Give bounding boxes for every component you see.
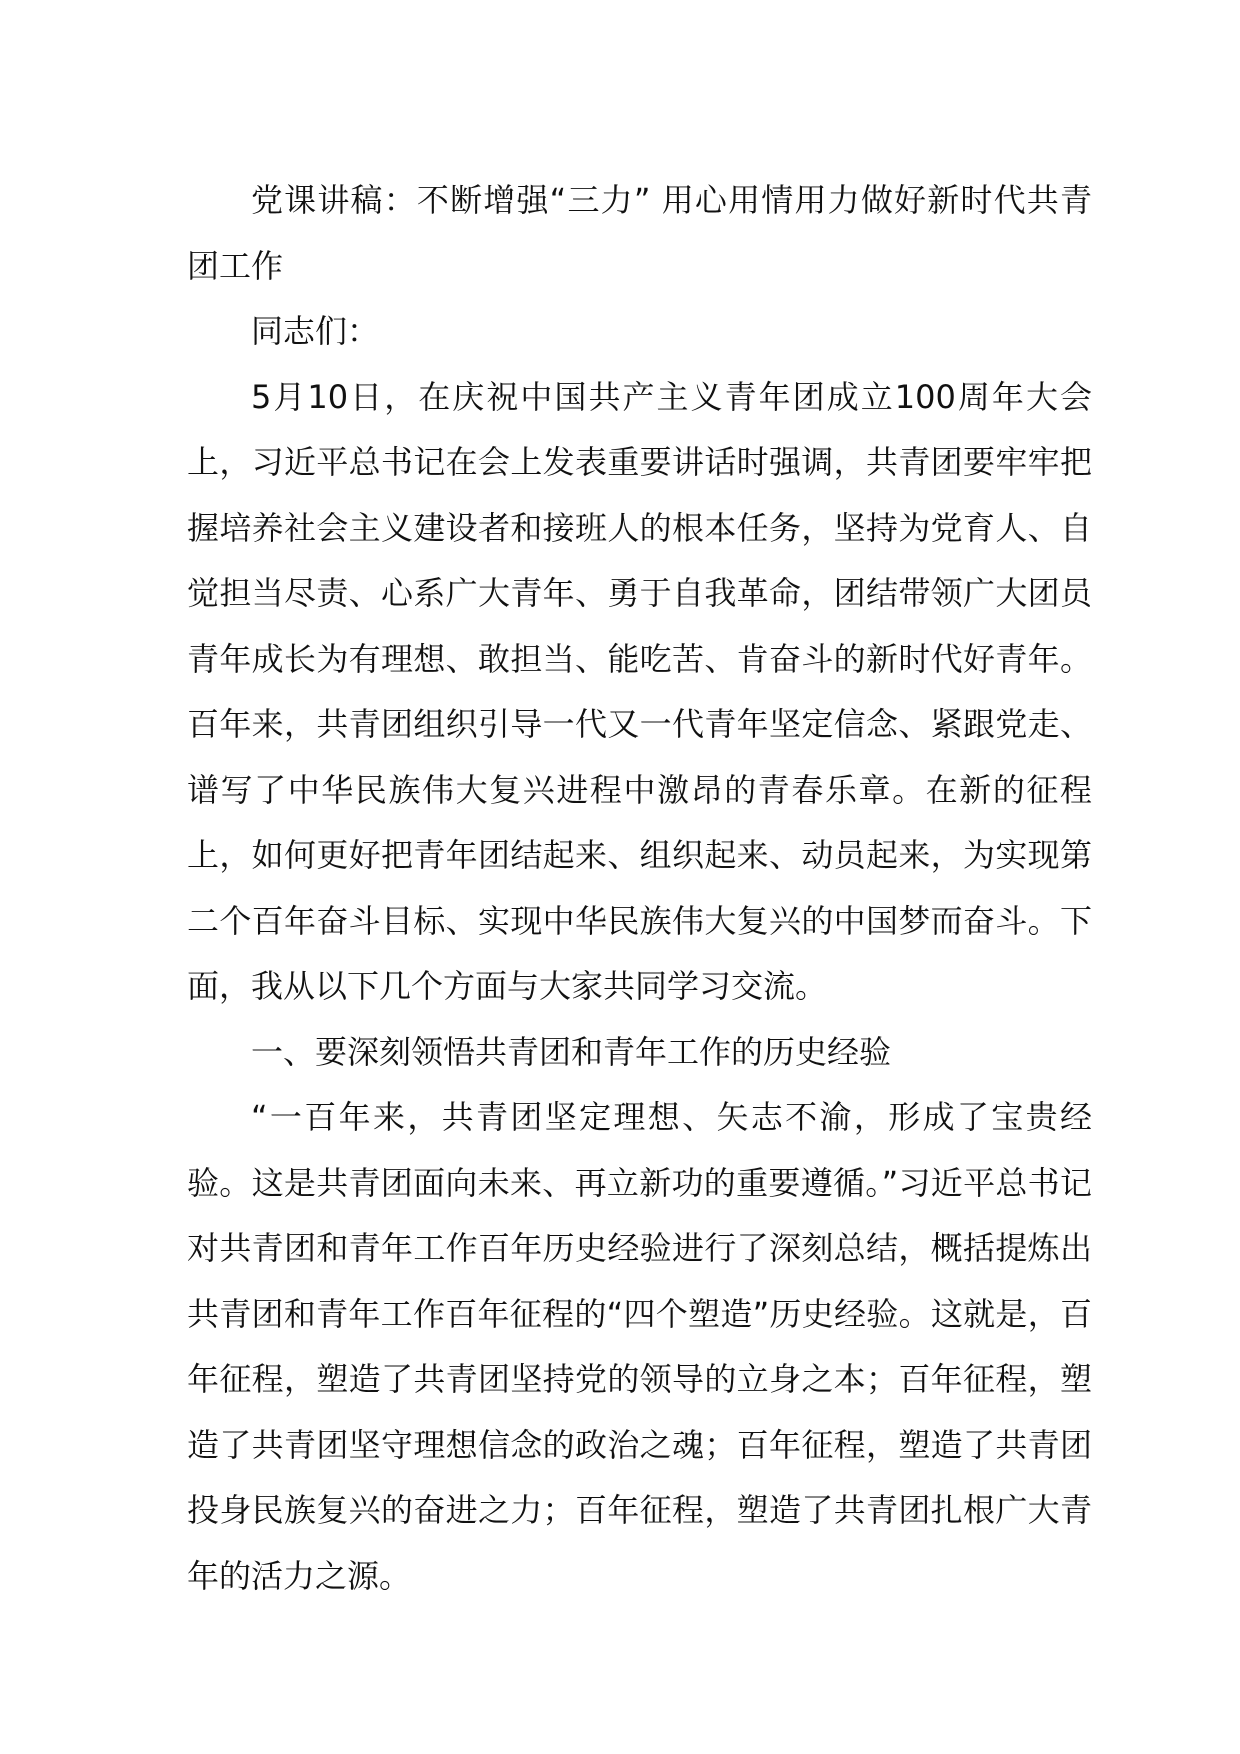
document-title: 党课讲稿：不断增强“三力” 用心用情用力做好新时代共青团工作 xyxy=(187,181,1092,285)
section-paragraph: “一百年来，共青团坚定理想、矢志不渝，形成了宝贵经验。这是共青团面向未来、再立新功的重要遵循。”习近平总书记对共青团和青年工作百年历史经验进行了深刻总结，概括提炼出共青团和青年工作百年征程的“四个塑造”历史经验。这就是，百年征程，塑造了共青团坚持党的领导的立身之本；百年征程，塑造了共青团坚守理想信念的政治之魂；百年征程，塑造了共青团投身民族复兴的奋进之力；百年征程，塑造了共青团扎根广大青年的活力之源。 xyxy=(187,1098,1092,1595)
intro-paragraph: 5月10日，在庆祝中国共产主义青年团成立100周年大会上，习近平总书记在会上发表重要讲话时强调，共青团要牢牢把握培养社会主义建设者和接班人的根本任务，坚持为党育人、自觉担当尽责、心系广大青年、勇于自我革命，团结带领广大团员青年成长为有理想、敢担当、能吃苦、肯奋斗的新时代好青年。百年来，共青团组织引导一代又一代青年坚定信念、紧跟党走、谱写了中华民族伟大复兴进程中激昂的青春乐章。在新的征程上，如何更好把青年团结起来、组织起来、动员起来，为实现第二个百年奋斗目标、实现中华民族伟大复兴的中国梦而奋斗。下面，我从以下几个方面与大家共同学习交流。 xyxy=(187,377,1092,1005)
section-heading: 一、要深刻领悟共青团和青年工作的历史经验 xyxy=(251,1032,892,1071)
document-body xyxy=(187,168,1092,1609)
salutation: 同志们： xyxy=(251,312,380,350)
